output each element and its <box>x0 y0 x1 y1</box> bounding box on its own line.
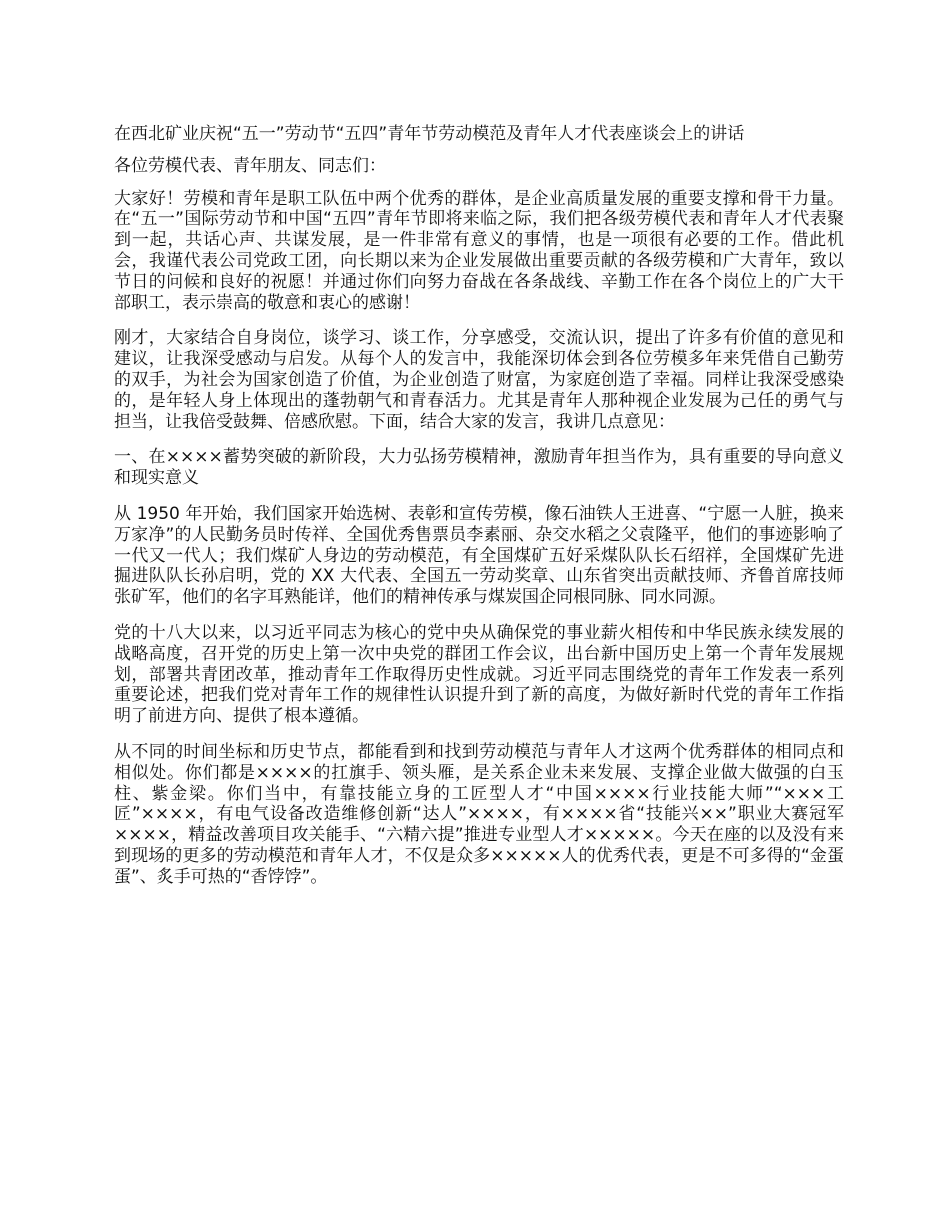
section-heading-1: 一、在××××蓄势突破的新阶段，大力弘扬劳模精神，激励青年担当作为，具有重要的导向意义和现实意义 <box>114 447 844 489</box>
document-title: 在西北矿业庆祝“五一”劳动节“五四”青年节劳动模范及青年人才代表座谈会上的讲话 <box>114 124 745 144</box>
paragraph-model-workers: 从 1950 年开始，我们国家开始选树、表彰和宣传劳模，像石油铁人王进喜、“宁愿一人脏，换来万家净”的人民勤务员时传祥、全国优秀售票员李素丽、杂交水稻之父袁隆平，他们的事迹影响了一代又一代人；我们煤矿人身边的劳动模范，有全国煤矿五好采煤队队长石绍祥，全国煤矿先进掘进队队长孙启明，党的 XX 大代表、全国五一劳动奖章、山东省突出贡献技师、齐鲁首席技师张矿军，他们的名字耳熟能详，他们的精神传承与煤炭国企同根同脉、同水同源。 <box>114 503 844 608</box>
paragraph-talent-groups: 从不同的时间坐标和历史节点，都能看到和找到劳动模范与青年人才这两个优秀群体的相同点和相似处。你们都是××××的扛旗手、领头雁，是关系企业未来发展、支撑企业做大做强的白玉柱、紫金梁。你们当中，有靠技能立身的工匠型人才“中国××××行业技能大师”“×××工匠”××××，有电气设备改造维修创新“达人”××××，有××××省“技能兴××”职业大赛冠军××××，精益改善项目攻关能手、“六精六提”推进专业型人才×××××。今天在座的以及没有来到现场的更多的劳动模范和青年人才，不仅是众多×××××人的优秀代表，更是不可多得的“金蛋蛋”、炙手可热的“香饽饽”。 <box>114 741 844 887</box>
document-page <box>114 124 844 903</box>
paragraph-party-congress: 党的十八大以来，以习近平同志为核心的党中央从确保党的事业薪火相传和中华民族永续发展的战略高度，召开党的历史上第一次中央党的群团工作会议，出台新中国历史上第一个青年发展规划，部署共青团改革，推动青年工作取得历史性成就。习近平同志围绕党的青年工作发表一系列重要论述，把我们党对青年工作的规律性认识提升到了新的高度，为做好新时代党的青年工作指明了前进方向、提供了根本遵循。 <box>114 622 844 727</box>
paragraph-greeting: 大家好！劳模和青年是职工队伍中两个优秀的群体，是企业高质量发展的重要支撑和骨干力量。在“五一”国际劳动节和中国“五四”青年节即将来临之际，我们把各级劳模代表和青年人才代表聚到一起，共话心声、共谋发展，是一件非常有意义的事情，也是一项很有必要的工作。借此机会，我谨代表公司党政工团，向长期以来为企业发展做出重要贡献的各级劳模和广大青年，致以节日的问候和良好的祝愿！并通过你们向努力奋战在各条战线、辛勤工作在各个岗位上的广大干部职工，表示崇高的敬意和衷心的感谢！ <box>114 188 844 313</box>
salutation: 各位劳模代表、青年朋友、同志们： <box>114 155 386 176</box>
paragraph-response: 刚才，大家结合自身岗位，谈学习、谈工作，分享感受，交流认识，提出了许多有价值的意见和建议，让我深受感动与启发。从每个人的发言中，我能深切体会到各位劳模多年来凭借自己勤劳的双手，为社会为国家创造了价值，为企业创造了财富，为家庭创造了幸福。同样让我深受感染的，是年轻人身上体现出的蓬勃朝气和青春活力。尤其是青年人那种视企业发展为己任的勇气与担当，让我倍受鼓舞、倍感欣慰。下面，结合大家的发言，我讲几点意见： <box>114 328 844 432</box>
